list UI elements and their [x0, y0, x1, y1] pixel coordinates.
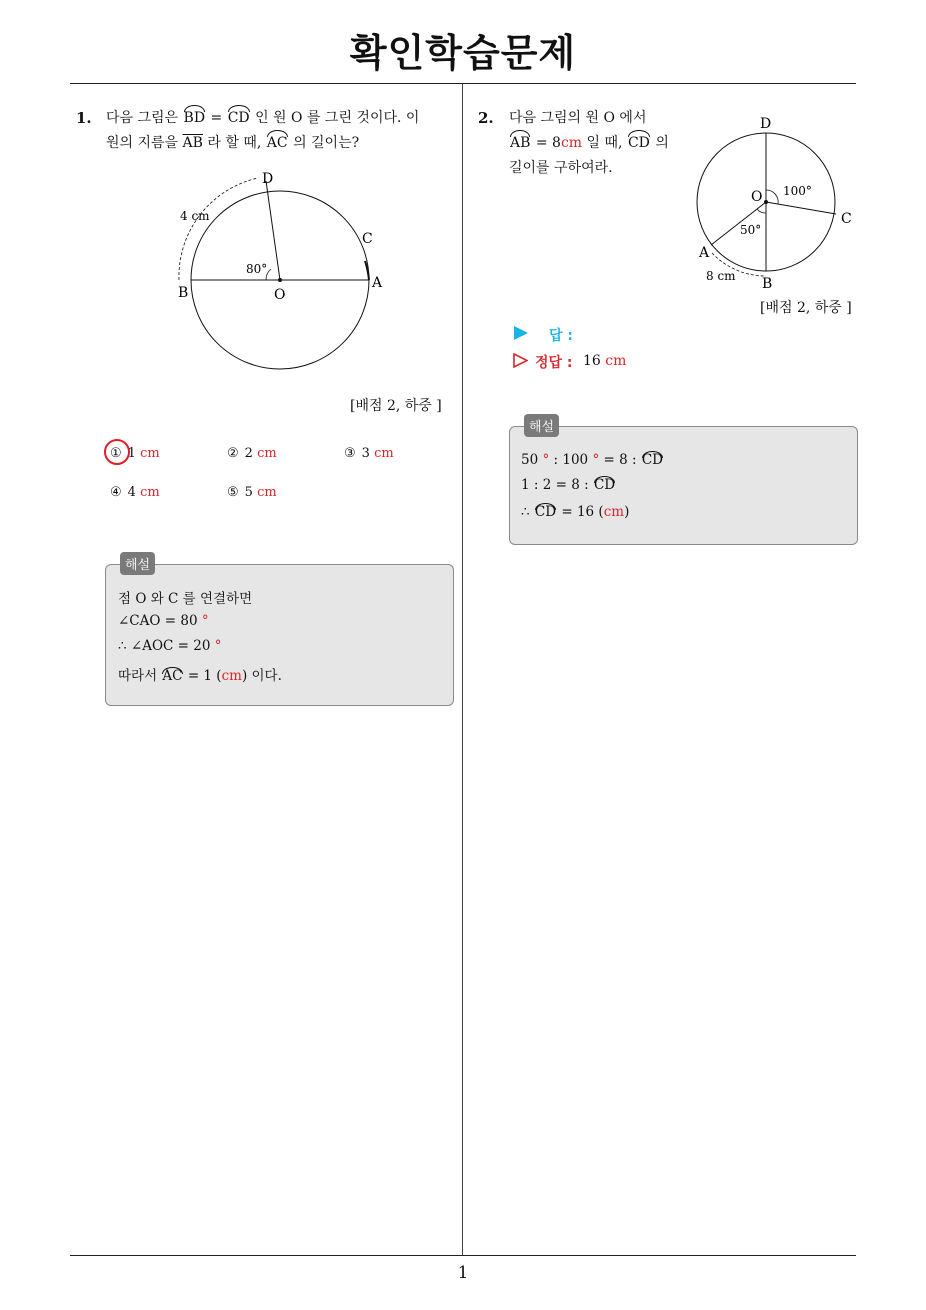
choice-unit: cm: [257, 485, 277, 500]
q1-number: 1.: [76, 109, 92, 127]
q1-center-dot: [278, 278, 282, 282]
q2-label-d: D: [760, 116, 772, 132]
correct-answer-unit: cm: [605, 353, 627, 369]
solution-text: = 8 :: [603, 452, 637, 468]
q1-solution-line1: 점 O 와 C 를 연결하면: [118, 591, 253, 607]
q1-equals: =: [210, 110, 223, 126]
q1-text-part: 라 할 때,: [207, 135, 262, 151]
q2-unit: cm: [560, 135, 583, 151]
solution-text: ∴: [521, 504, 530, 520]
q2-arc-ab: AB: [509, 131, 531, 156]
q2-arc-cd: CD: [627, 131, 651, 156]
q1-label-d: D: [262, 171, 274, 187]
q1-label-angle: 80°: [246, 262, 268, 276]
solution-arc-cd: CD: [593, 477, 616, 493]
q1-solution-box: [105, 564, 454, 706]
q1-text-part: 인 원 O 를 그린 것이다. 이: [255, 110, 420, 126]
q2-score: [배점 2, 하중 ]: [760, 300, 852, 316]
q2-circle-figure: [690, 110, 860, 295]
choice-value: 5: [244, 485, 253, 500]
q1-solution-line4: [118, 664, 282, 684]
q1-label-length: 4 cm: [180, 209, 210, 223]
correct-answer-number: 16: [583, 353, 601, 369]
q1-score: [배점 2, 하중 ]: [350, 398, 442, 414]
q2-angle-50-arc: [757, 209, 766, 213]
q2-text-line1: 다음 그림의 원 O 에서: [509, 110, 647, 126]
q2-label-angle-50: 50°: [740, 223, 762, 237]
q1-choice-4[interactable]: [110, 485, 160, 500]
q1-circle-figure: [170, 165, 395, 380]
solution-degree: °: [592, 452, 600, 468]
q2-label-a: A: [699, 245, 710, 261]
q1-radius-od: [266, 181, 280, 280]
solution-text: 1 : 2 = 8 :: [521, 477, 589, 493]
solution-degree: °: [201, 613, 209, 629]
q1-solution-line2: [118, 613, 209, 629]
q2-text-part: 의: [655, 135, 669, 151]
solution-arc-ac: AC: [162, 668, 183, 684]
q2-label-angle-100: 100°: [783, 184, 812, 198]
q2-center-dot: [764, 200, 768, 204]
choice-value: 3: [361, 446, 370, 461]
q1-text-line1: [106, 106, 456, 131]
correct-answer-value: [583, 353, 626, 369]
header-rule: [70, 83, 856, 84]
q2-text-part: = 8: [535, 135, 561, 151]
q2-text-part: 일 때,: [586, 135, 623, 151]
q2-label-o: O: [751, 189, 763, 205]
q1-choice-1[interactable]: [110, 446, 160, 461]
q1-text: [106, 106, 456, 156]
page-number: 1: [457, 1263, 469, 1283]
correct-answer-label: 정답 :: [535, 355, 573, 371]
choice-unit: cm: [374, 446, 394, 461]
q2-label-c: C: [841, 211, 852, 227]
solution-text: 50: [521, 452, 539, 468]
solution-text: ) 이다.: [241, 668, 282, 684]
choice-unit: cm: [140, 485, 160, 500]
q1-segment-ab: $\overline{AB}$: [182, 135, 203, 151]
q1-text-part: 다음 그림은: [106, 110, 179, 126]
choice-value: 1: [127, 446, 136, 461]
answer-triangle-icon: [514, 326, 528, 340]
q1-label-a: A: [372, 275, 383, 291]
choice-mark: ⑤: [227, 485, 239, 500]
choice-mark: ③: [344, 446, 356, 461]
q2-label-length: 8 cm: [706, 269, 736, 283]
q1-choice-2[interactable]: [227, 446, 277, 461]
q1-arc-cd: CD: [227, 106, 251, 131]
choice-value: 4: [127, 485, 136, 500]
solution-text: ∴ ∠AOC = 20: [118, 638, 211, 654]
solution-degree: °: [542, 452, 550, 468]
q2-solution-line1: [521, 452, 664, 468]
choice-mark: ①: [110, 446, 122, 461]
choice-mark: ②: [227, 446, 239, 461]
solution-arc-cd: CD: [641, 452, 663, 468]
page-title: 확인학습문제: [349, 31, 577, 75]
q1-solution-tag: 해설: [120, 552, 155, 575]
q2-number: 2.: [478, 109, 494, 127]
q1-text-part: 원의 지름을: [106, 135, 179, 151]
column-divider: [462, 84, 463, 1255]
q1-label-o: O: [274, 287, 286, 303]
correct-answer-triangle-icon: [513, 353, 528, 368]
solution-arc-cd: CD: [534, 504, 557, 520]
q1-choice-3[interactable]: [344, 446, 394, 461]
choice-unit: cm: [140, 446, 160, 461]
solution-text: ): [624, 504, 630, 520]
q2-label-b: B: [762, 276, 773, 292]
solution-text: 따라서: [118, 668, 158, 684]
q1-solution-line3: [118, 638, 221, 654]
solution-unit: cm: [221, 668, 242, 684]
q2-solution-line2: [521, 477, 616, 493]
solution-text: = 1 (: [187, 668, 222, 684]
q1-label-b: B: [178, 285, 189, 301]
solution-text: = 16 (: [561, 504, 604, 520]
solution-unit: cm: [603, 504, 625, 520]
q2-solution-tag: 해설: [524, 414, 559, 437]
q1-text-part: 의 길이는?: [293, 135, 360, 151]
q1-label-c: C: [362, 231, 373, 247]
choice-unit: cm: [257, 446, 277, 461]
q2-radius-oc: [766, 202, 836, 214]
choice-mark: ④: [110, 485, 122, 500]
q1-text-line2: [106, 131, 456, 156]
q2-text-line3: 길이를 구하여라.: [509, 160, 613, 176]
solution-text: : 100: [553, 452, 589, 468]
answer-label: 답 :: [549, 328, 573, 344]
q1-arc-ac-mark: [365, 261, 369, 280]
q2-text: [509, 106, 689, 181]
q1-arc-ac: AC: [266, 131, 289, 156]
solution-degree: °: [214, 638, 222, 654]
q2-solution-line3: [521, 504, 629, 520]
choice-value: 2: [244, 446, 253, 461]
q1-arc-bd: BD: [183, 106, 207, 131]
q1-choice-5[interactable]: [227, 485, 277, 500]
q2-text-line2: [509, 131, 689, 156]
footer-rule: [70, 1255, 856, 1256]
solution-text: ∠CAO = 80: [118, 613, 198, 629]
